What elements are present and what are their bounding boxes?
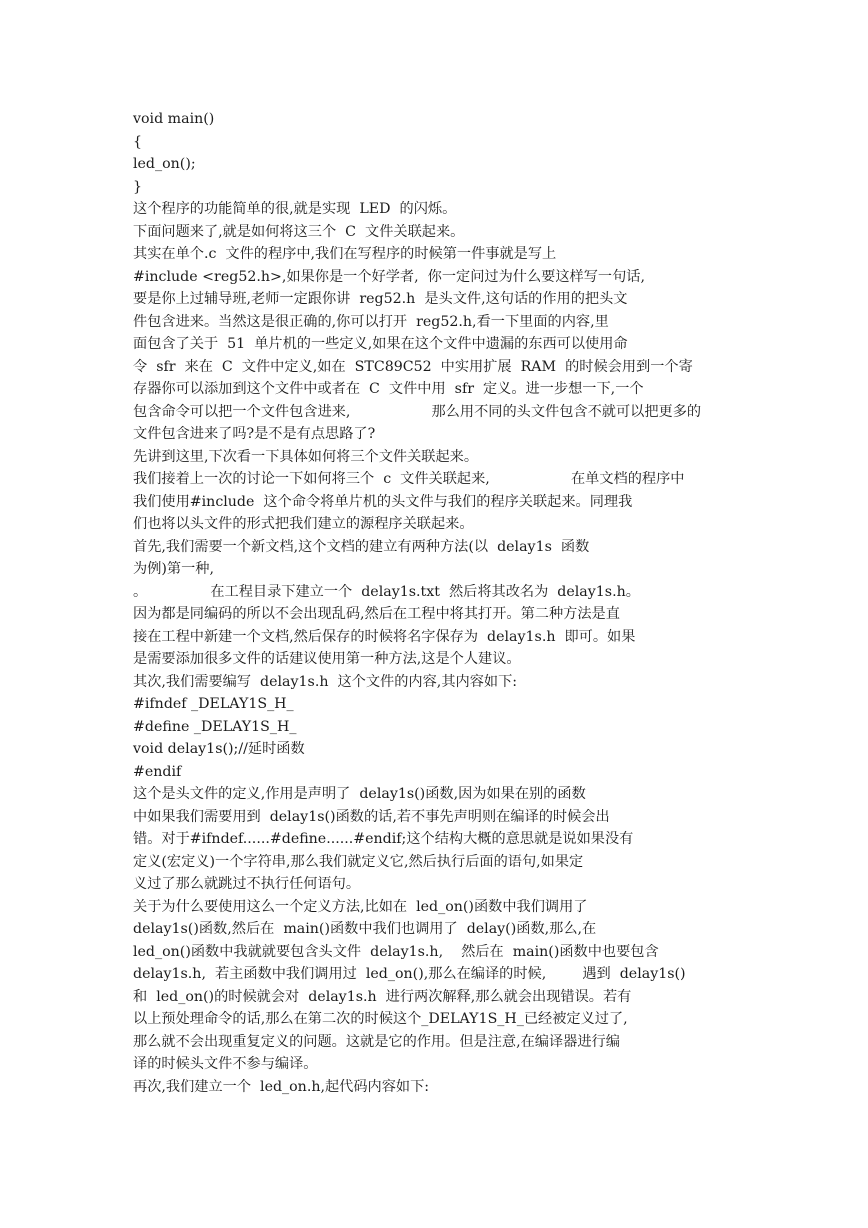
text-line: 错。对于#ifndef......#define......#endif;这个结构大概的意思就是说如果没有	[133, 831, 634, 847]
text-line: {	[133, 133, 143, 150]
text-line: 再次,我们建立一个 led_on.h,起代码内容如下:	[133, 1078, 430, 1095]
text-line: 定义(宏定义)一个字符串,那么我们就定义它,然后执行后面的语句,如果定	[133, 853, 584, 870]
text-line: led_on();	[133, 156, 196, 172]
text-line: 关于为什么要使用这么一个定义方法,比如在 led_on()函数中我们调用了	[133, 898, 588, 915]
text-line: 下面问题来了,就是如何将这三个 C 文件关联起来。	[133, 223, 465, 240]
document-body	[133, 108, 773, 1098]
text-line: led_on()函数中我就就要包含头文件 delay1s.h, 然后在 main()函数中也要包含	[133, 943, 659, 960]
text-line: 其实在单个.c 文件的程序中,我们在写程序的时候第一件事就是写上	[133, 246, 557, 262]
text-line: 要是你上过辅导班,老师一定跟你讲 reg52.h 是头文件,这句话的作用的把头文	[133, 291, 628, 307]
text-line: 文件包含进来了吗?是不是有点思路了?	[133, 426, 376, 442]
text-line: 这个程序的功能简单的很,就是实现 LED 的闪烁。	[133, 201, 457, 217]
text-line: 这个是头文件的定义,作用是声明了 delay1s()函数,因为如果在别的函数	[133, 786, 586, 802]
text-line: }	[133, 178, 143, 195]
text-line: 以上预处理命令的话,那么在第二次的时候这个_DELAY1S_H_已经被定义过了,	[133, 1011, 628, 1027]
text-line: #include <reg52.h>,如果你是一个好学者, 你一定问过为什么要这样写一句话,	[133, 268, 645, 285]
text-line: void main()	[133, 111, 215, 127]
text-line: 其次,我们需要编写 delay1s.h 这个文件的内容,其内容如下:	[133, 673, 518, 690]
text-line: 们也将以头文件的形式把我们建立的源程序关联起来。	[133, 516, 474, 532]
text-line: 我们使用#include 这个命令将单片机的头文件与我们的程序关联起来。同理我	[133, 493, 633, 510]
text-line: 中如果我们需要用到 delay1s()函数的话,若不事先声明则在编译的时候会出	[133, 808, 610, 825]
text-line: #ifndef _DELAY1S_H_	[133, 696, 294, 712]
text-line: 存器你可以添加到这个文件中或者在 C 文件中用 sfr 定义。进一步想一下,一个	[133, 381, 644, 397]
text-line: 和 led_on()的时候就会对 delay1s.h 进行两次解释,那么就会出现错误。若有	[133, 988, 632, 1005]
text-line: 令 sfr 来在 C 文件中定义,如在 STC89C52 中实用扩展 RAM 的时候会用到一个寄	[133, 358, 693, 375]
text-line: 包含命令可以把一个文件包含进来, 那么用不同的头文件包含不就可以把更多的	[133, 403, 702, 420]
text-line: 件包含进来。当然这是很正确的,你可以打开 reg52.h,看一下里面的内容,里	[133, 313, 609, 330]
text-line: 那么就不会出现重复定义的问题。这就是它的作用。但是注意,在编译器进行编	[133, 1033, 620, 1050]
text-line: 因为都是同编码的所以不会出现乱码,然后在工程中将其打开。第二种方法是直	[133, 606, 620, 622]
text-line: 接在工程中新建一个文档,然后保存的时候将名字保存为 delay1s.h 即可。如果	[133, 628, 636, 645]
text-line: #define _DELAY1S_H_	[133, 718, 297, 735]
text-line: delay1s()函数,然后在 main()函数中我们也调用了 delay()函数,那么,在	[133, 921, 597, 937]
text-line: 是需要添加很多文件的话建议使用第一种方法,这是个人建议。	[133, 651, 521, 667]
text-line: delay1s.h, 若主函数中我们调用过 led_on(),那么在编译的时候, 遇到 delay1s()	[133, 966, 686, 982]
text-line: 为例)第一种,	[133, 561, 214, 577]
text-line: #endif	[133, 763, 182, 780]
text-line: 首先,我们需要一个新文档,这个文档的建立有两种方法(以 delay1s 函数	[133, 538, 590, 555]
text-line: 。 在工程目录下建立一个 delay1s.txt 然后将其改名为 delay1s.h。	[133, 583, 640, 600]
text-line: 我们接着上一次的讨论一下如何将三个 c 文件关联起来, 在单文档的程序中	[133, 471, 685, 487]
text-line: 先讲到这里,下次看一下具体如何将三个文件关联起来。	[133, 448, 479, 465]
text-line: 义过了那么就跳过不执行任何语句。	[133, 876, 361, 892]
text-line: void delay1s();//延时函数	[133, 741, 305, 757]
text-line: 面包含了关于 51 单片机的一些定义,如果在这个文件中遗漏的东西可以使用命	[133, 336, 628, 352]
text-line: 译的时候头文件不参与编译。	[133, 1056, 318, 1072]
